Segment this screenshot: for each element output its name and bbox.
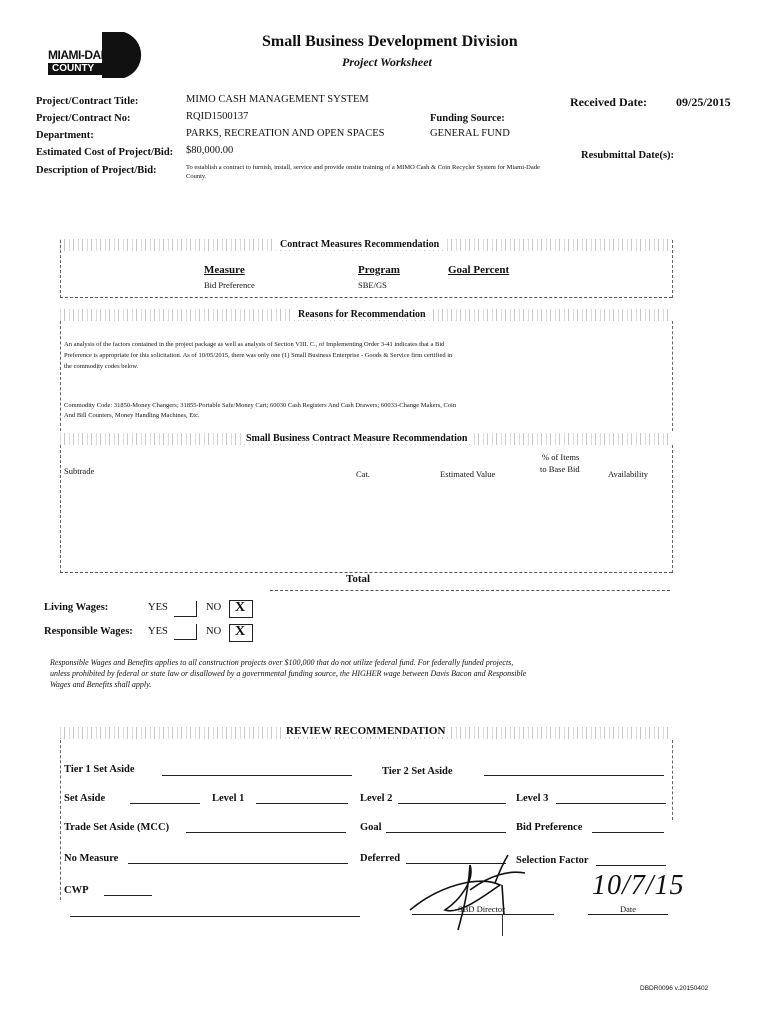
wages-note-line3: Wages and Benefits shall apply. <box>50 680 152 689</box>
signature-icon <box>400 855 540 935</box>
selection-factor-field[interactable] <box>596 865 666 866</box>
reasons-left-border <box>60 321 61 431</box>
signed-date: 10/7/15 <box>592 870 685 901</box>
project-number-value: RQID1500137 <box>186 111 249 122</box>
bid-preference-label: Bid Preference <box>516 822 583 833</box>
cwp-field[interactable] <box>104 895 152 896</box>
small-business-left-border <box>60 445 61 573</box>
description-label: Description of Project/Bid: <box>36 165 157 176</box>
reasons-right-border <box>672 321 673 431</box>
items-header-line1: % of Items <box>542 452 580 462</box>
small-business-title: Small Business Contract Measure Recommendation <box>242 433 471 444</box>
trade-set-aside-label: Trade Set Aside (MCC) <box>64 822 170 833</box>
living-wages-no-label: NO <box>206 602 222 613</box>
resubmittal-date-label: Resubmittal Date(s): <box>581 150 675 161</box>
goal-field[interactable] <box>386 832 506 833</box>
description-value-line2: County. <box>186 173 207 180</box>
contract-measures-right-border <box>672 240 673 298</box>
cat-header: Cat. <box>356 469 370 479</box>
tier1-label: Tier 1 Set Aside <box>64 764 135 775</box>
department-value: PARKS, RECREATION AND OPEN SPACES <box>186 128 385 139</box>
program-value: SBE/GS <box>358 280 387 290</box>
reasons-line1: An analysis of the factors contained in the project package as well as analysis of Section VIII. C., of Implementing Order 3-41 indicates that a Bid <box>64 341 445 348</box>
responsible-wages-yes-label: YES <box>148 626 168 637</box>
tier2-label: Tier 2 Set Aside <box>382 766 453 777</box>
review-left-border <box>60 740 61 900</box>
project-title-label: Project/Contract Title: <box>36 96 139 107</box>
bid-preference-field[interactable] <box>592 832 664 833</box>
description-value-line1: To establish a contract to furnish, install, service and provide onsite training of a MIMO Cash & Coin Recycler System for Miami-Dade <box>186 164 540 171</box>
review-right-border <box>672 740 673 820</box>
estimated-value-header: Estimated Value <box>440 469 496 479</box>
contract-measures-bottom-rule <box>60 297 672 298</box>
contract-measures-title: Contract Measures Recommendation <box>276 239 443 250</box>
deferred-label: Deferred <box>360 853 401 864</box>
living-wages-no-mark: X <box>235 600 246 615</box>
measure-value: Bid Preference <box>204 280 255 290</box>
cwp-label: CWP <box>64 885 89 896</box>
total-underline <box>270 590 670 591</box>
goal-label: Goal <box>360 822 382 833</box>
county-logo <box>44 30 156 80</box>
level3-label: Level 3 <box>516 793 549 804</box>
date-label: Date <box>620 904 637 914</box>
responsible-wages-no-mark: X <box>235 624 246 639</box>
selection-factor-label: Selection Factor <box>516 855 589 866</box>
funding-value: GENERAL FUND <box>430 128 510 139</box>
level3-field[interactable] <box>556 803 666 804</box>
cost-value: $80,000.00 <box>186 145 234 156</box>
living-wages-label: Living Wages: <box>44 602 109 613</box>
date-signature-line <box>588 914 668 915</box>
set-aside-field[interactable] <box>130 803 200 804</box>
responsible-wages-no-label: NO <box>206 626 222 637</box>
logo-text-line2: COUNTY <box>52 63 95 74</box>
level2-field[interactable] <box>398 803 506 804</box>
responsible-wages-label: Responsible Wages: <box>44 626 133 637</box>
goal-percent-header: Goal Percent <box>448 264 510 276</box>
set-aside-label: Set Aside <box>64 793 106 804</box>
responsible-wages-yes-checkbox[interactable] <box>174 624 197 640</box>
reasons-line2: Preference is appropriate for this solicitation. As of 10/05/2015, there was only one (1) Small Business Enterprise - Goods & Service firm certified in <box>64 352 453 359</box>
page-title: Small Business Development Division <box>262 33 518 50</box>
program-header: Program <box>358 264 400 276</box>
signature-tail <box>502 914 503 936</box>
trade-set-aside-field[interactable] <box>186 832 346 833</box>
review-title: REVIEW RECOMMENDATION <box>282 725 449 737</box>
availability-header: Availability <box>608 469 648 479</box>
funding-label: Funding Source: <box>430 113 505 124</box>
tier1-field[interactable] <box>162 775 352 776</box>
no-measure-label: No Measure <box>64 853 119 864</box>
project-title-value: MIMO CASH MANAGEMENT SYSTEM <box>186 94 369 105</box>
department-label: Department: <box>36 130 94 141</box>
subtrade-header: Subtrade <box>64 466 95 476</box>
wages-note-line1: Responsible Wages and Benefits applies to all construction projects over $100,000 that do not utilize federal fund. For federally funded projects, <box>50 658 514 667</box>
tier2-field[interactable] <box>484 775 664 776</box>
total-label: Total <box>346 573 371 585</box>
measure-header: Measure <box>204 264 245 276</box>
items-header-line2: to Base Bid <box>540 464 580 474</box>
commodity-codes-line1: Commodity Code: 31850-Money Changers; 31855-Portable Safe/Money Cart; 60030 Cash Registers And Cash Drawers; 60033-Change Makers, Coin <box>64 402 457 409</box>
project-number-label: Project/Contract No: <box>36 113 131 124</box>
living-wages-yes-checkbox[interactable] <box>174 601 197 617</box>
received-date-value: 09/25/2015 <box>676 95 731 109</box>
wages-note-line2: unless prohibited by federal or state law or disallowed by a governmental funding source, the HIGHER wage between Davis Bacon and Responsible <box>50 669 527 678</box>
contract-measures-left-border <box>60 240 61 298</box>
no-measure-field[interactable] <box>128 863 348 864</box>
received-date-label: Received Date: <box>570 95 647 109</box>
cost-label: Estimated Cost of Project/Bid: <box>36 147 174 158</box>
form-code: DBDR0096 v.20150402 <box>640 985 709 992</box>
reasons-line3: the commodity codes below. <box>64 363 139 370</box>
level2-label: Level 2 <box>360 793 393 804</box>
logo-text-line1: MIAMI-DADE <box>48 48 117 62</box>
director-label: SBD Director <box>458 904 505 914</box>
commodity-codes-line2: And Bill Counters, Money Handling Machines, Etc. <box>64 412 200 419</box>
level1-field[interactable] <box>256 803 348 804</box>
level1-label: Level 1 <box>212 793 245 804</box>
bottom-line-left <box>70 916 360 917</box>
page-subtitle: Project Worksheet <box>342 55 432 69</box>
small-business-right-border <box>672 445 673 573</box>
living-wages-yes-label: YES <box>148 602 168 613</box>
reasons-title: Reasons for Recommendation <box>294 309 430 320</box>
director-signature-line <box>412 914 554 915</box>
